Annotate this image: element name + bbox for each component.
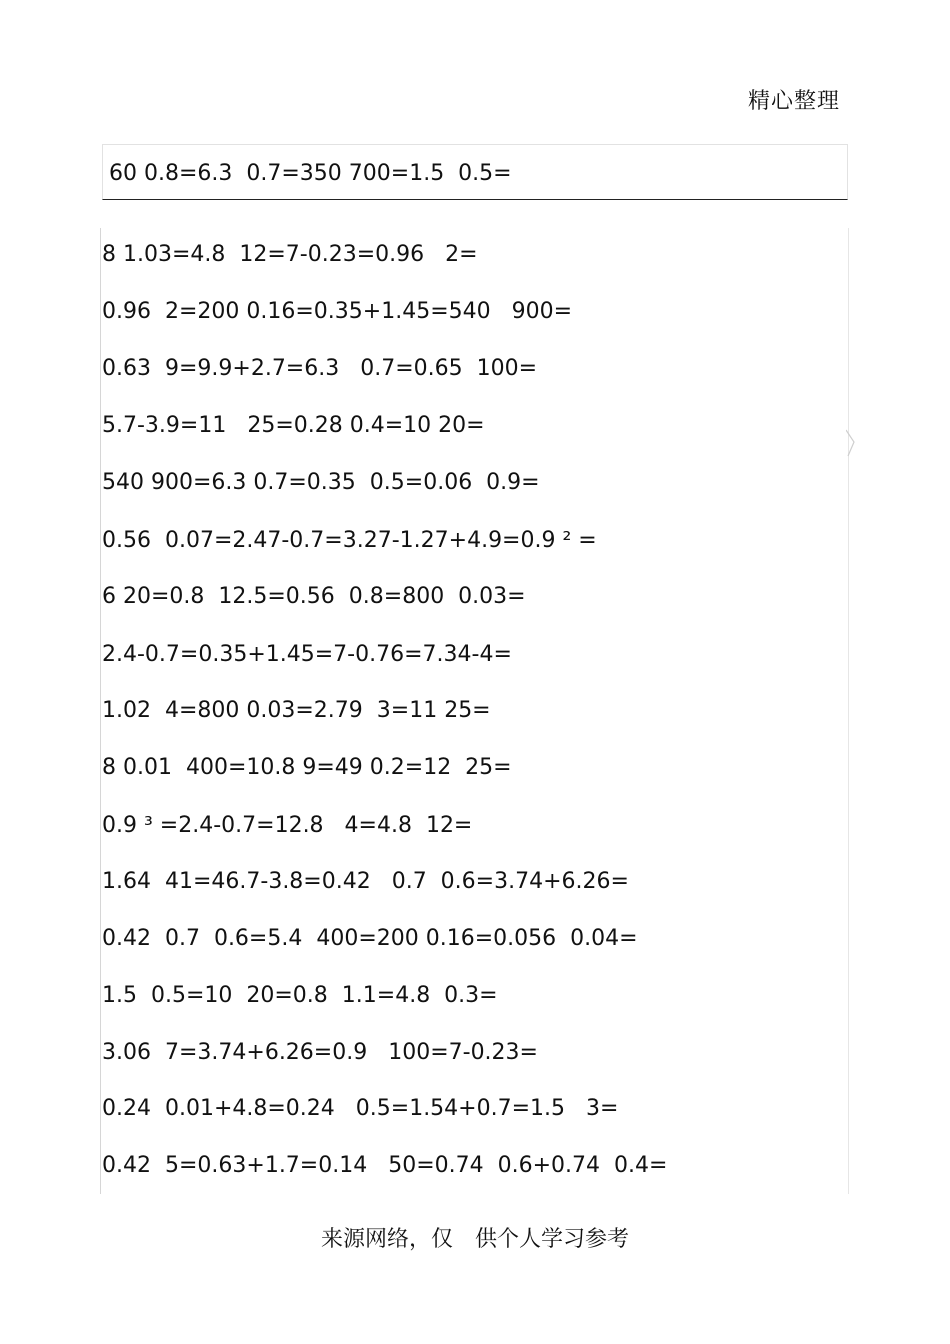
exercise-line: 0.24 0.01+4.8=0.24 0.5=1.54+0.7=1.5 3= xyxy=(102,1096,619,1121)
exercise-line-first: 60 0.8=6.3 0.7=350 700=1.5 0.5= xyxy=(109,161,512,186)
exercise-line: 0.96 2=200 0.16=0.35+1.45=540 900= xyxy=(102,299,573,324)
left-border-line xyxy=(100,228,101,1194)
exercise-line: 8 1.03=4.8 12=7-0.23=0.96 2= xyxy=(102,242,478,267)
exercise-line: 540 900=6.3 0.7=0.35 0.5=0.06 0.9= xyxy=(102,470,540,495)
exercise-line: 1.64 41=46.7-3.8=0.42 0.7 0.6=3.74+6.26= xyxy=(102,869,629,894)
page-header: 精心整理 xyxy=(747,89,840,114)
exercise-line: 5.7-3.9=11 25=0.28 0.4=10 20= xyxy=(102,413,485,438)
exercise-line: 1.5 0.5=10 20=0.8 1.1=4.8 0.3= xyxy=(102,983,498,1008)
exercise-line: 3.06 7=3.74+6.26=0.9 100=7-0.23= xyxy=(102,1040,538,1065)
exercise-line: 1.02 4=800 0.03=2.79 3=11 25= xyxy=(102,698,491,723)
page-footer: 来源网络，仅 供个人学习参考 xyxy=(320,1227,629,1252)
exercise-line: 6 20=0.8 12.5=0.56 0.8=800 0.03= xyxy=(102,584,526,609)
exercise-line: 8 0.01 400=10.8 9=49 0.2=12 25= xyxy=(102,755,512,780)
first-exercise-box xyxy=(102,144,848,200)
exercise-line: 0.63 9=9.9+2.7=6.3 0.7=0.65 100= xyxy=(102,356,538,381)
exercise-line: 0.42 5=0.63+1.7=0.14 50=0.74 0.6+0.74 0.4= xyxy=(102,1153,668,1178)
right-border-line xyxy=(848,228,849,1194)
exercise-line: 0.56 0.07=2.47-0.7=3.27-1.27+4.9=0.9 ² = xyxy=(102,528,597,553)
exercise-line: 0.9 ³ =2.4-0.7=12.8 4=4.8 12= xyxy=(102,813,473,838)
exercise-line: 2.4-0.7=0.35+1.45=7-0.76=7.34-4= xyxy=(102,642,512,667)
exercise-line: 0.42 0.7 0.6=5.4 400=200 0.16=0.056 0.04= xyxy=(102,926,638,951)
page-edge-mark-icon xyxy=(846,428,856,458)
